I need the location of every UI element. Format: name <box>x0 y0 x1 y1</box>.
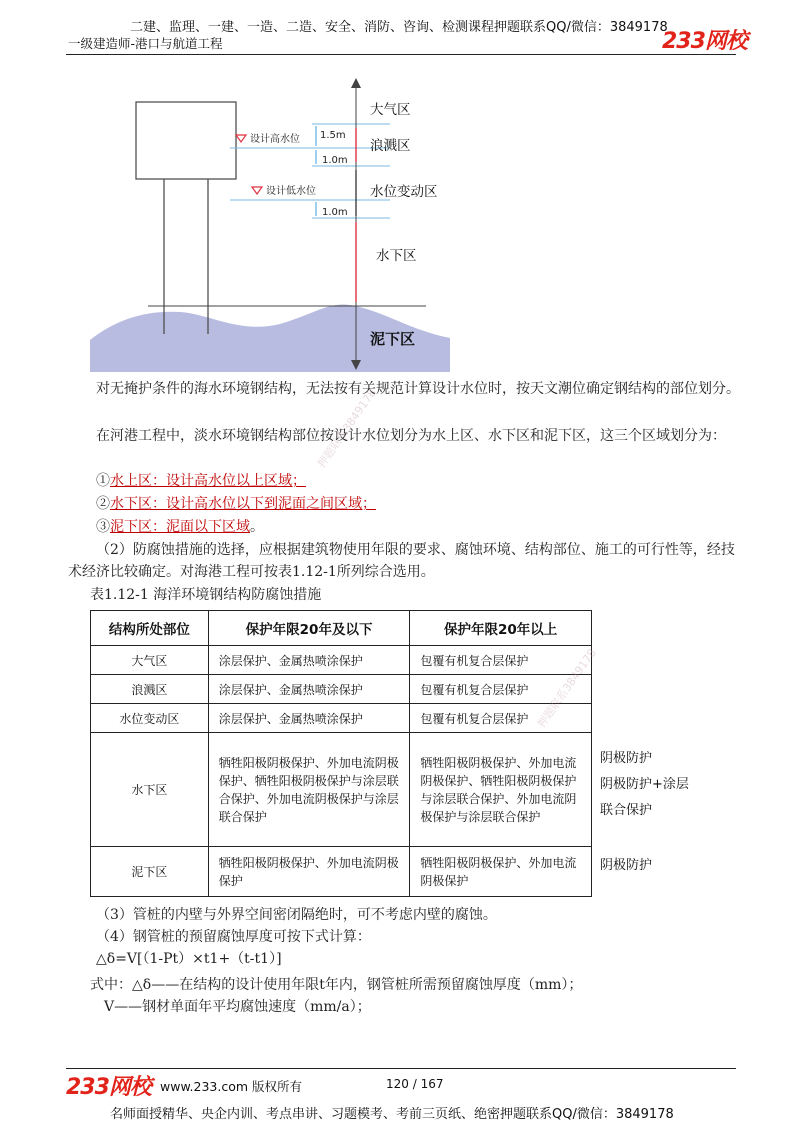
table-cell: 涂层保护、金属热喷涂保护 <box>208 704 410 733</box>
structure-deck <box>136 102 236 179</box>
table-cell: 牺牲阳极阴极保护、外加电流阴极保护、牺牲阳极阴极保护与涂层联合保护、外加电流阴极保护与涂层联合保护 <box>410 733 592 847</box>
table-header-row <box>91 611 592 646</box>
header-divider <box>66 54 736 55</box>
side-note-mud: 阴极防护 <box>600 858 653 873</box>
zone-mud: 泥下区 <box>370 330 416 348</box>
table-cell: 包覆有机复合层保护 <box>410 646 592 675</box>
table-caption: 表1.12-1 海洋环境钢结构防腐蚀措施 <box>90 587 322 603</box>
low-water-marker-icon <box>252 187 262 194</box>
formula: △δ=V[（1-Pt）×t1+（t-t1）] <box>96 951 282 967</box>
paragraph-v: V——钢材单面年平均腐蚀速度（mm/a）； <box>104 999 371 1015</box>
table-cell: 牺牲阳极阴极保护、外加电流阴极保护、牺牲阳极阴极保护与涂层联合保护、外加电流阴极保护与涂层联合保护 <box>208 733 410 847</box>
table-row <box>91 675 592 704</box>
list-item-period: 。 <box>250 519 264 535</box>
dim-splash-lower: 1.0m <box>322 155 348 166</box>
table-header-cell: 结构所处部位 <box>91 611 209 646</box>
footer-page-number: 120 / 167 <box>386 1077 444 1091</box>
list-item-text: 水下区：设计高水位以下到泥面之间区域； <box>110 496 376 512</box>
low-water-label: 设计低水位 <box>266 186 316 197</box>
watermark: 押题联系3849178 <box>534 646 599 731</box>
paragraph-measures: （2）防腐蚀措施的选择，应根据建筑物使用年限的要求、腐蚀环境、结构部位、施工的可行性等，经技术经济比较确定。对海港工程可按表1.12-1所列综合选用。 <box>68 542 735 580</box>
list-item-number: ② <box>96 496 110 512</box>
high-water-marker-icon <box>236 135 246 142</box>
zone-tidal: 水位变动区 <box>370 184 438 200</box>
paragraph-river-env: 在河港工程中，淡水环境钢结构部位按设计水位划分为水上区、水下区和泥下区，这三个区域划分为： <box>96 428 726 444</box>
list-item-text: 水上区：设计高水位以上区域； <box>110 473 306 489</box>
table-row <box>91 704 592 733</box>
list-item-above-water <box>96 470 306 492</box>
paragraph-sea-env: 对无掩护条件的海水环境钢结构，无法按有关规范计算设计水位时，按天文潮位确定钢结构的部位划分。 <box>96 381 740 397</box>
table-cell: 泥下区 <box>91 847 209 897</box>
steel-structure-zone-diagram <box>90 72 450 372</box>
table-cell: 涂层保护、金属热喷涂保护 <box>208 646 410 675</box>
watermark: 押题联系3849178 <box>314 386 379 471</box>
table-row <box>91 733 592 847</box>
list-item-text: 泥下区：泥面以下区域 <box>110 519 250 535</box>
list-item-underwater <box>96 493 376 515</box>
header-logo: 233网校 <box>662 29 747 54</box>
footer-divider <box>66 1068 736 1069</box>
table-cell: 包覆有机复合层保护 <box>410 675 592 704</box>
table-cell: 牺牲阳极阴极保护、外加电流阴极保护 <box>410 847 592 897</box>
table-row <box>91 847 592 897</box>
table-cell: 水下区 <box>91 733 209 847</box>
table-header-cell: 保护年限20年及以下 <box>208 611 410 646</box>
axis-top-arrow-icon <box>351 78 361 88</box>
footer-logo: 233网校 <box>66 1075 151 1100</box>
high-water-label: 设计高水位 <box>250 134 300 145</box>
table-cell: 包覆有机复合层保护 <box>410 704 592 733</box>
side-note-line: 联合保护 <box>600 803 653 818</box>
table-cell: 大气区 <box>91 646 209 675</box>
list-item-number: ① <box>96 473 110 489</box>
footer-site: www.233.com 版权所有 <box>160 1079 302 1094</box>
side-note-line: 阴极防护 <box>600 751 653 766</box>
table-cell: 牺牲阳极阴极保护、外加电流阴极保护 <box>208 847 410 897</box>
list-item-number: ③ <box>96 519 110 535</box>
dim-tidal-lower: 1.0m <box>322 207 348 218</box>
footer-promo: 名师面授精华、央企内训、考点串讲、习题模考、考前三页纸、绝密押题联系QQ/微信：3849178 <box>110 1107 674 1122</box>
side-note-line: 阴极防护+涂层 <box>600 777 689 792</box>
zone-underwater: 水下区 <box>376 248 417 264</box>
header-promo: 二建、监理、一建、一造、二造、安全、消防、咨询、检测课程押题联系QQ/微信：3849178 <box>130 20 668 35</box>
paragraph-inner-wall: （3）管桩的内壁与外界空间密闭隔绝时，可不考虑内壁的腐蚀。 <box>96 907 497 923</box>
side-note-underwater <box>600 746 689 824</box>
table-header-cell: 保护年限20年以上 <box>410 611 592 646</box>
list-item-mud <box>96 516 264 538</box>
table-cell: 水位变动区 <box>91 704 209 733</box>
paragraph-thickness: （4）钢管桩的预留腐蚀厚度可按下式计算： <box>96 929 371 945</box>
corrosion-protection-table <box>90 610 592 897</box>
table-cell: 涂层保护、金属热喷涂保护 <box>208 675 410 704</box>
dim-splash-upper: 1.5m <box>320 130 346 141</box>
table-cell: 浪溅区 <box>91 675 209 704</box>
table-row <box>91 646 592 675</box>
header-subject: 一级建造师-港口与航道工程 <box>68 36 223 51</box>
zone-splash: 浪溅区 <box>370 138 411 154</box>
zone-atmospheric: 大气区 <box>370 102 411 118</box>
paragraph-where: 式中：△δ——在结构的设计使用年限t年内，钢管桩所需预留腐蚀厚度（mm）； <box>90 977 583 993</box>
